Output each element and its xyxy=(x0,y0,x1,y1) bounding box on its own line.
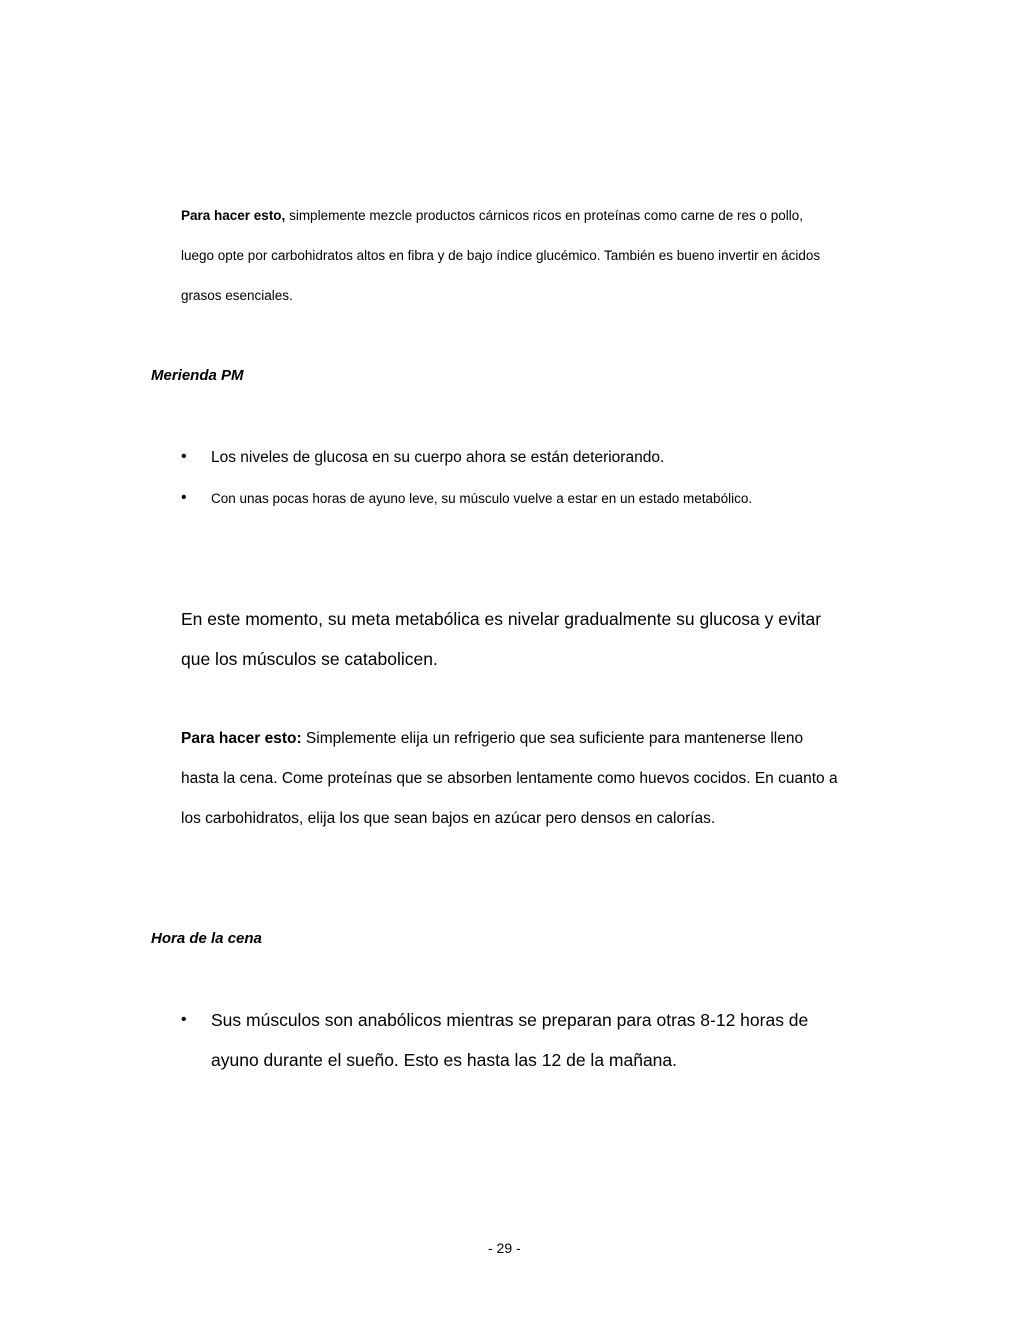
paragraph-lead: Para hacer esto: xyxy=(181,730,302,747)
page-number: - 29 - xyxy=(488,1240,521,1256)
paragraph-lead: Para hacer esto, xyxy=(181,208,286,223)
section-heading: Merienda PM xyxy=(151,367,244,384)
bullet-marker: • xyxy=(181,1011,187,1028)
list-item-line: ayuno durante el sueño. Esto es hasta las 12 de la mañana. xyxy=(211,1050,678,1070)
paragraph-line xyxy=(181,208,803,223)
bullet-marker: • xyxy=(181,489,187,506)
paragraph-line: grasos esenciales. xyxy=(181,288,293,303)
paragraph-line: los carbohidratos, elija los que sean bajos en azúcar pero densos en calorías. xyxy=(181,810,716,827)
paragraph-line: En este momento, su meta metabólica es nivelar gradualmente su glucosa y evitar xyxy=(181,609,822,629)
list-item: Los niveles de glucosa en su cuerpo ahora se están deteriorando. xyxy=(211,449,665,466)
paragraph-line xyxy=(181,730,803,748)
section-heading: Hora de la cena xyxy=(151,930,262,947)
bullet-marker: • xyxy=(181,448,187,465)
paragraph-line: hasta la cena. Come proteínas que se absorben lentamente como huevos cocidos. En cuanto a xyxy=(181,770,838,787)
paragraph-line: que los músculos se catabolicen. xyxy=(181,649,438,669)
list-item-line: Sus músculos son anabólicos mientras se preparan para otras 8-12 horas de xyxy=(211,1010,809,1030)
list-item: Con unas pocas horas de ayuno leve, su músculo vuelve a estar en un estado metabólico. xyxy=(211,491,753,506)
paragraph-text: Simplemente elija un refrigerio que sea suficiente para mantenerse lleno xyxy=(301,730,804,747)
paragraph-text: simplemente mezcle productos cárnicos ricos en proteínas como carne de res o pollo, xyxy=(285,208,804,223)
paragraph-line: luego opte por carbohidratos altos en fibra y de bajo índice glucémico. También es bueno invertir en ácidos xyxy=(181,248,821,263)
